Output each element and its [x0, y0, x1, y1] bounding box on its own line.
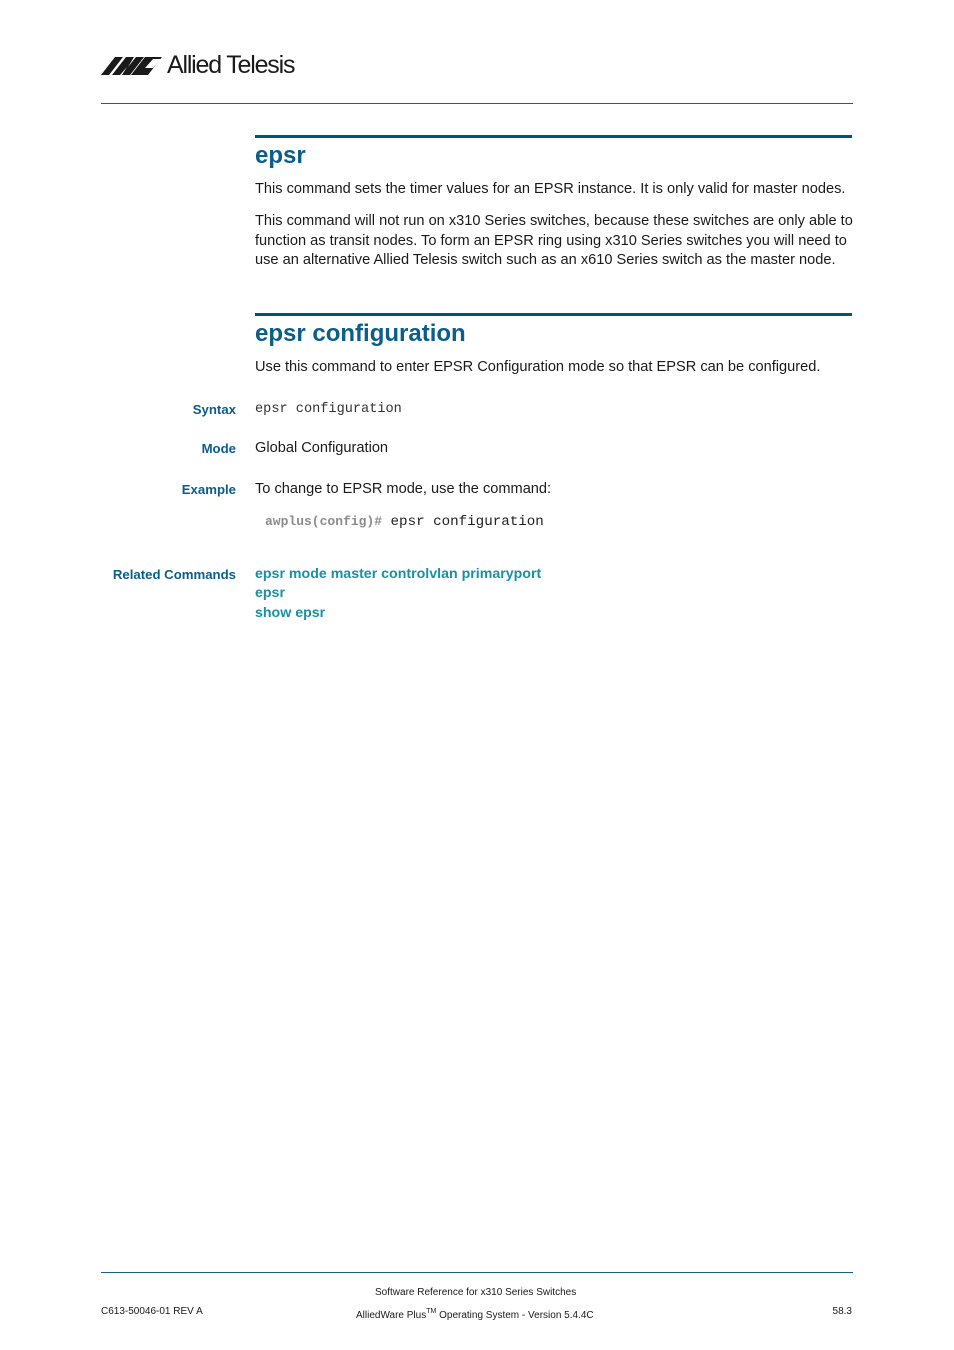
footer-page-number: 58.3: [832, 1306, 852, 1317]
related-commands-label: Related Commands: [112, 567, 236, 582]
section-rule: [255, 135, 852, 138]
section-title-epsr-configuration: epsr configuration: [255, 320, 466, 347]
allied-telesis-logo-icon: [101, 54, 163, 76]
header-divider: [101, 103, 853, 104]
logo-text: Allied Telesis: [167, 51, 295, 79]
footer-title-line2: [356, 1306, 594, 1322]
section-note: This command will not run on x310 Series switches, because these switches are only able to function as transit nodes. To form an EPSR ring using x310 Series switches you will need to use an alternative Allied Telesis switch such as an x610 Series switch as the master node.: [255, 213, 853, 269]
footer-trademark: TM: [426, 1308, 437, 1315]
example-label: Example: [181, 482, 236, 497]
company-logo: [101, 50, 294, 80]
footer-doc-id: C613-50046-01 REV A: [101, 1306, 203, 1317]
footer-product: AlliedWare Plus: [356, 1310, 427, 1321]
syntax-label: Syntax: [192, 402, 236, 417]
section-description: This command sets the timer values for an EPSR instance. It is only valid for master nodes.: [255, 181, 846, 197]
related-link-show-epsr[interactable]: show epsr: [255, 605, 326, 621]
footer-version: Operating System - Version 5.4.4C: [436, 1310, 594, 1321]
example-text: To change to EPSR mode, use the command:: [255, 481, 552, 497]
mode-label: Mode: [201, 441, 236, 456]
section-title-epsr: epsr: [255, 142, 306, 169]
section-description: Use this command to enter EPSR Configuration mode so that EPSR can be configured.: [255, 359, 821, 375]
example-code-block: [265, 513, 544, 531]
footer-title-line1: Software Reference for x310 Series Switches: [375, 1287, 577, 1298]
related-link-epsr[interactable]: epsr: [255, 585, 285, 601]
mode-value: Global Configuration: [255, 440, 389, 456]
footer-divider: [101, 1272, 853, 1273]
cli-prompt: awplus(config)#: [265, 514, 383, 529]
cli-command: epsr configuration: [382, 514, 544, 530]
syntax-value: epsr configuration: [255, 402, 402, 417]
section-rule: [255, 313, 852, 316]
related-link-epsr-mode-master[interactable]: epsr mode master controlvlan primaryport: [255, 566, 542, 582]
